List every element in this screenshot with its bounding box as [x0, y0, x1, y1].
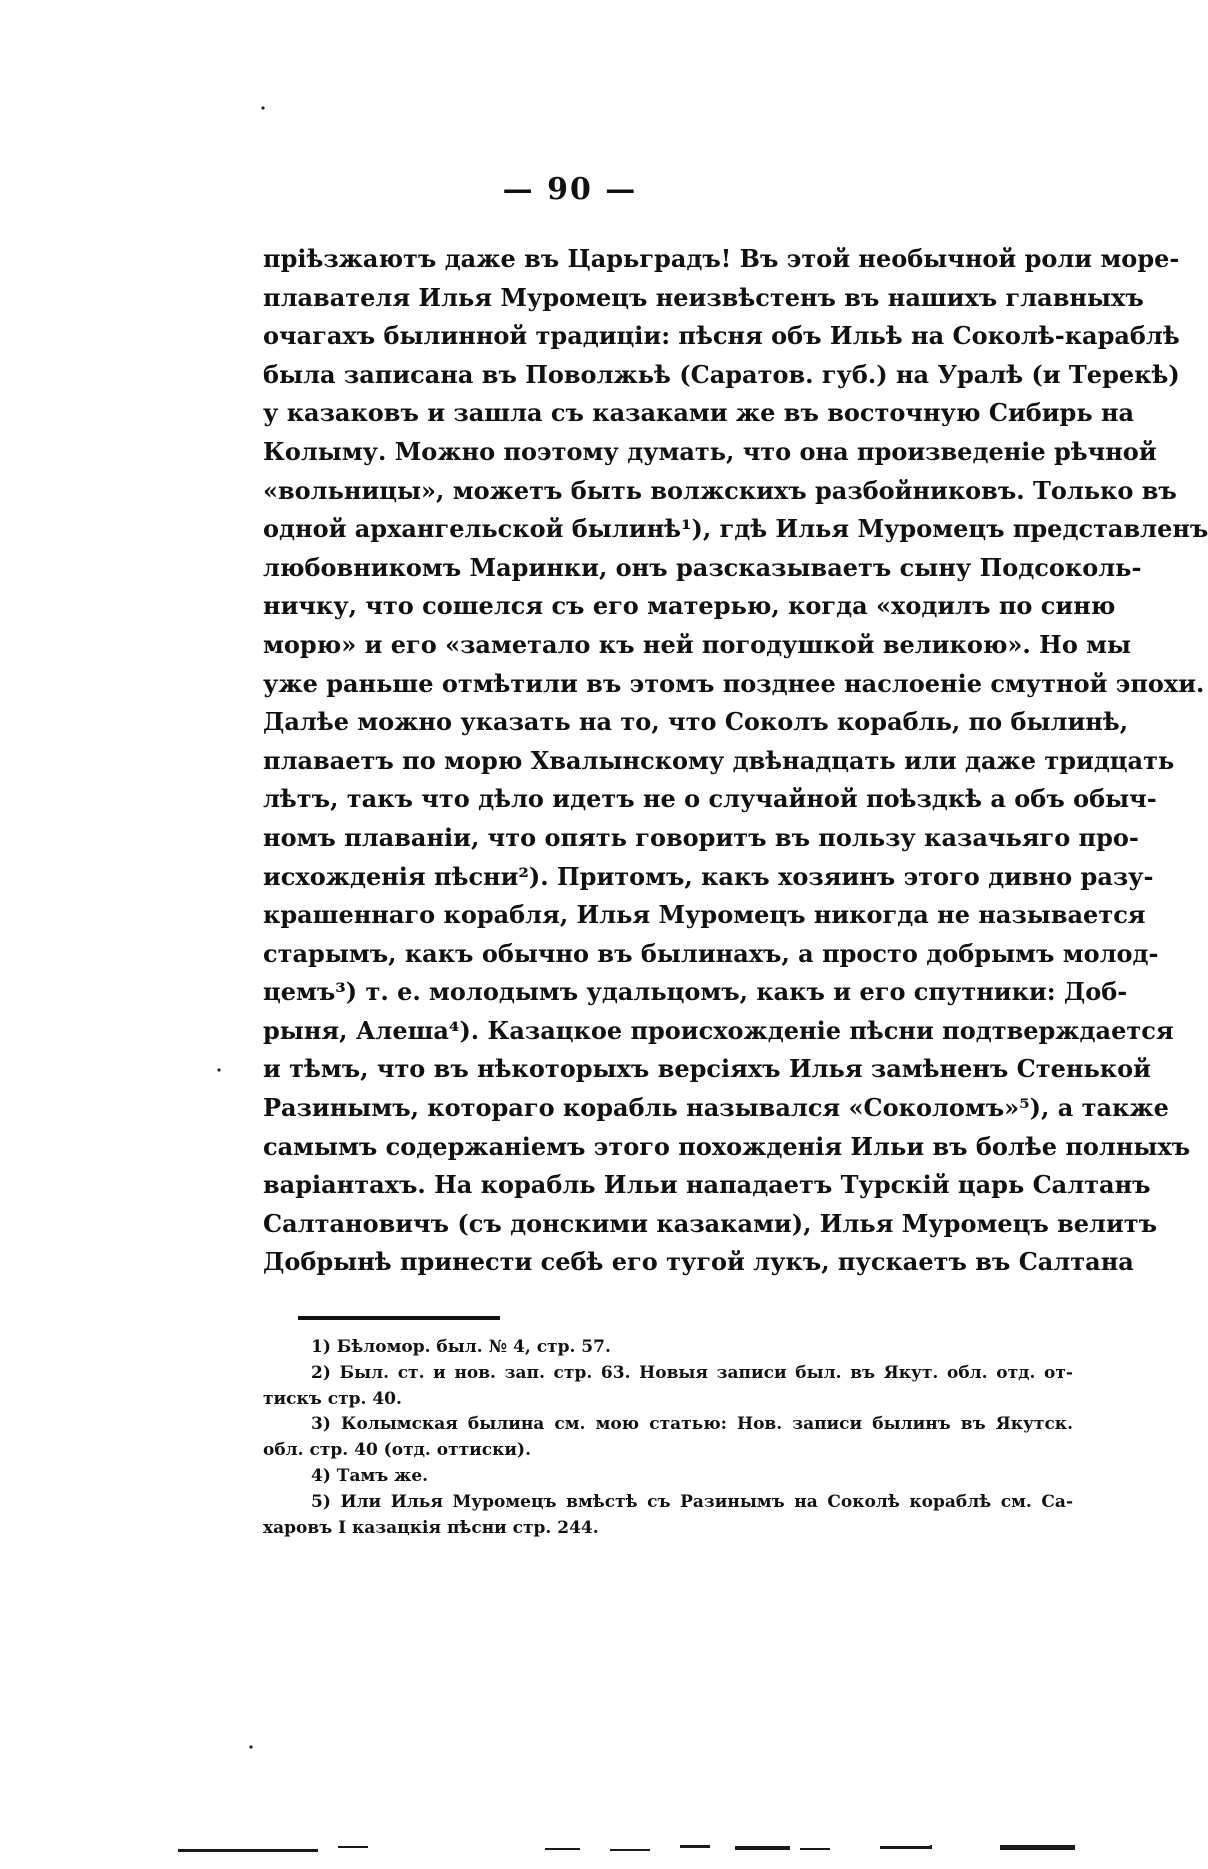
text-line: Колыму. Можно поэтому думать, что она произведеніе рѣчной — [263, 436, 1157, 466]
text-line: у казаковъ и зашла съ казаками же въ восточную Сибирь на — [263, 398, 1135, 428]
text-line: ничку, что сошелся съ его матерью, когда «ходилъ по синю — [263, 591, 1116, 621]
text-line: любовникомъ Маринки, онъ разсказываетъ сыну Подсоколь- — [263, 552, 1142, 582]
text-line: исхожденія пѣсни²). Притомъ, какъ хозяинъ этого дивно разу- — [263, 861, 1154, 891]
footnote-line: харовъ I казацкія пѣсни стр. 244. — [263, 1517, 599, 1538]
text-line: цемъ³) т. е. молодымъ удальцомъ, какъ и его спутники: Доб- — [263, 977, 1128, 1007]
footnote-line: тискъ стр. 40. — [263, 1388, 402, 1409]
text-line: очагахъ былинной традиціи: пѣсня объ Ильѣ на Соколѣ-караблѣ — [263, 321, 1180, 351]
footnote-line: 4) Тамъ же. — [311, 1465, 429, 1486]
text-line: «вольницы», можетъ быть волжскихъ разбойниковъ. Только въ — [263, 475, 1177, 505]
footnote-line: 3) Колымская былина см. мою статью: Нов. записи былинъ въ Якутск. — [311, 1414, 1073, 1435]
text-line: Далѣе можно указать на то, что Соколъ корабль, по былинѣ, — [263, 707, 1129, 737]
text-line: Салтановичъ (съ донскими казаками), Илья Муромецъ велитъ — [263, 1208, 1158, 1238]
text-line: номъ плаваніи, что опять говоритъ въ пользу казачьяго про- — [263, 822, 1139, 852]
footnote-line: 5) Или Илья Муромецъ вмѣстѣ съ Разинымъ на Соколѣ кораблѣ см. Са- — [311, 1491, 1073, 1512]
footnote-line: обл. стр. 40 (отд. оттиски). — [263, 1440, 531, 1461]
footnote-line: 2) Был. ст. и нов. зап. стр. 63. Новыя записи был. въ Якут. обл. отд. от- — [311, 1362, 1073, 1383]
text-line: самымъ содержаніемъ этого похожденія Ильи въ болѣе полныхъ — [263, 1131, 1191, 1161]
text-line: уже раньше отмѣтили въ этомъ позднее наслоеніе смутной эпохи. — [263, 668, 1205, 698]
text-line: и тѣмъ, что въ нѣкоторыхъ версіяхъ Илья замѣненъ Стенькой — [263, 1054, 1151, 1084]
text-line: Добрынѣ принести себѣ его тугой лукъ, пускаетъ въ Салтана — [263, 1247, 1134, 1277]
text-line: крашеннаго корабля, Илья Муромецъ никогда не называется — [263, 900, 1146, 930]
text-line: одной архангельской былинѣ¹), гдѣ Илья Муромецъ представленъ — [263, 514, 1208, 544]
text-line: рыня, Алеша⁴). Казацкое происхожденіе пѣсни подтверждается — [263, 1015, 1174, 1045]
text-line: лѣтъ, такъ что дѣло идетъ не о случайной поѣздкѣ а объ обыч- — [263, 784, 1157, 814]
text-line: Разинымъ, котораго корабль назывался «Соколомъ»⁵), а также — [263, 1093, 1169, 1123]
text-line: была записана въ Поволжьѣ (Саратов. губ.) на Уралѣ (и Терекѣ) — [263, 359, 1180, 389]
text-line: варіантахъ. На корабль Ильи нападаетъ Турскій царь Салтанъ — [263, 1170, 1151, 1200]
text-line: плавателя Илья Муромецъ неизвѣстенъ въ нашихъ главныхъ — [263, 282, 1144, 312]
text-line: морю» и его «заметало къ ней погодушкой великою». Но мы — [263, 629, 1132, 659]
text-line: пріѣзжаютъ даже въ Царьградъ! Въ этой необычной роли море- — [263, 244, 1180, 273]
text-line: старымъ, какъ обычно въ былинахъ, а просто добрымъ молод- — [263, 938, 1159, 968]
bottom-edge-smudge — [178, 1845, 1075, 1852]
footnote-line: 1) Бѣломор. был. № 4, стр. 57. — [311, 1337, 611, 1357]
page-number: — 90 — — [502, 172, 638, 207]
text-line: плаваетъ по морю Хвалынскому двѣнадцать или даже тридцать — [263, 745, 1175, 775]
